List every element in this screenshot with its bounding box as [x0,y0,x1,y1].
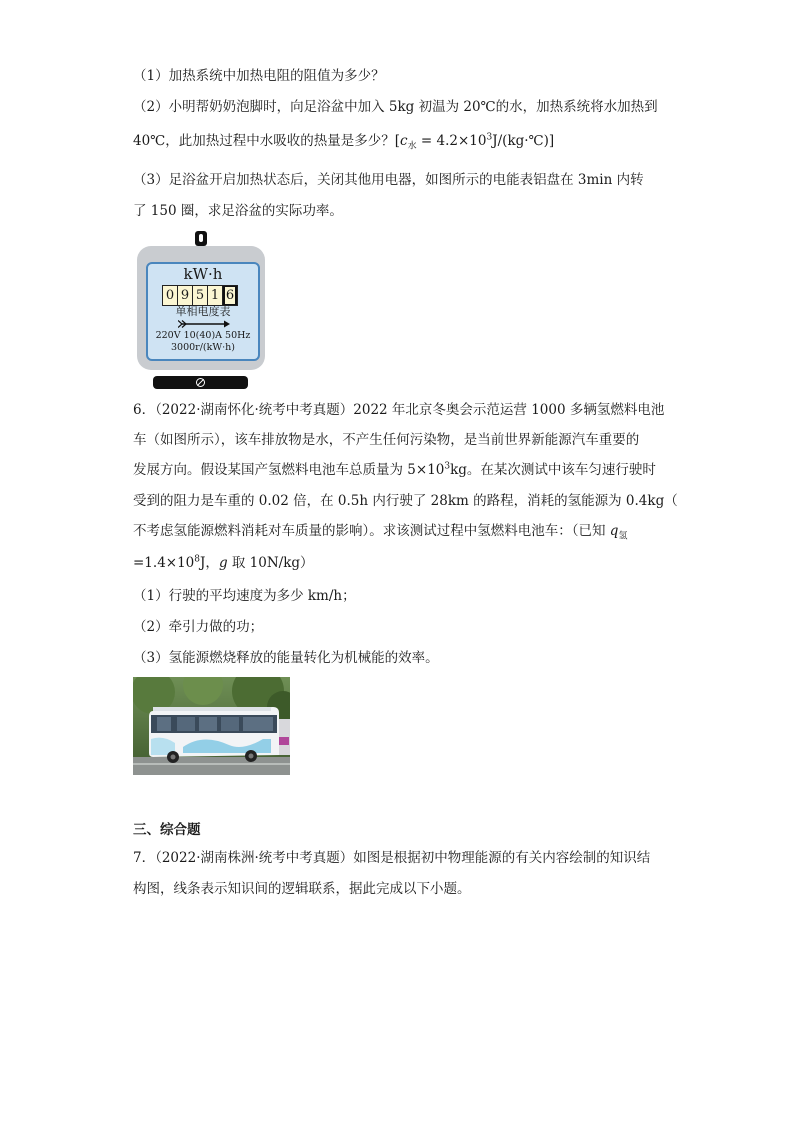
q6-line6 [133,553,673,573]
q5-part2-line2 [133,131,673,151]
meter-digit-decimal [223,286,237,305]
meter-digit-decimal-value: 6 [225,288,235,303]
q6-symbol-g: g [218,555,228,571]
hydrogen-bus-photo [133,677,290,775]
q5-part2-line1: （2）小明帮奶奶泡脚时，向足浴盆中加入 5kg 初温为 20℃的水，加热系统将水加热到 [133,99,658,115]
meter-digit: 1 [208,286,223,305]
q5-value: = 4.2×10 [416,133,487,149]
q5-unit: J/(kg·℃)] [492,133,555,149]
q6-line3 [133,460,673,480]
q6-line3-rest: kg。在某次测试中该车匀速行驶时 [450,462,656,478]
meter-top-terminal [195,231,207,246]
q6-line5 [133,521,673,541]
meter-spec-constant: 3000r/(kW·h) [171,342,235,353]
q6-sub-hydrogen: 氢 [618,531,628,542]
q6-part1: （1）行驶的平均速度为多少 km/h； [133,588,356,604]
q6-line4: 受到的阻力是车重的 0.02 倍，在 0.5h 内行驶了 28km 的路程，消耗的氢能源为 0.4kg（ [133,493,678,509]
q7-line1: 7．（2022·湖南株洲·统考中考真题）如图是根据初中物理能源的有关内容绘制的知识结 [133,850,651,866]
q6-part2: （2）牵引力做的功； [133,619,264,635]
meter-unit-label: kW·h [183,265,223,283]
meter-digit: 9 [178,286,193,305]
section-heading: 三、综合题 [133,822,201,838]
meter-digit: 0 [163,286,178,305]
meter-digit-display [162,285,238,306]
q5-sup: 3 [486,132,493,143]
q6-line3-sup: 3 [444,461,451,472]
q6-line6-unit: J， [200,555,219,571]
q6-line2: 车（如图所示），该车排放物是水，不产生任何污染物，是当前世界新能源汽车重要的 [133,432,640,448]
q6-part3: （3）氢能源燃烧释放的能量转化为机械能的效率。 [133,650,439,666]
meter-spec-rating: 220V 10(40)A 50Hz [155,330,251,341]
q6-line1: 6．（2022·湖南怀化·统考中考真题）2022 年北京冬奥会示范运营 1000 多辆氢燃料电池 [133,402,665,418]
q6-line6-sup: 8 [194,554,201,565]
q5-part1: （1）加热系统中加热电阻的阻值为多少？ [133,68,385,84]
q6-line5-text: 不考虑氢能源燃料消耗对车质量的影响）。求该测试过程中氢燃料电池车：（已知 [133,523,610,539]
meter-base-symbol-icon [196,378,205,387]
meter-rotation-arrow-icon [178,319,230,329]
q7-line2: 构图，线条表示知识间的逻辑联系，据此完成以下小题。 [133,881,471,897]
q5-part3-line1: （3）足浴盆开启加热状态后，关闭其他用电器，如图所示的电能表铝盘在 3min 内转 [133,172,644,188]
q6-symbol-q: q [609,523,619,539]
meter-name-label: 单相电度表 [175,305,231,318]
q6-line6-rest: 取 10N/kg） [227,555,314,571]
q5-symbol-c: c [400,133,408,149]
q5-part2-text: 40℃，此加热过程中水吸收的热量是多少？[ [133,133,401,149]
q6-line6-text: =1.4×10 [133,555,195,571]
meter-digit: 5 [193,286,208,305]
q6-line3-text: 发展方向。假设某国产氢燃料电池车总质量为 5×10 [133,462,445,478]
q5-sub-water: 水 [407,141,417,152]
q5-part3-line2: 了 150 圈，求足浴盆的实际功率。 [133,203,343,219]
